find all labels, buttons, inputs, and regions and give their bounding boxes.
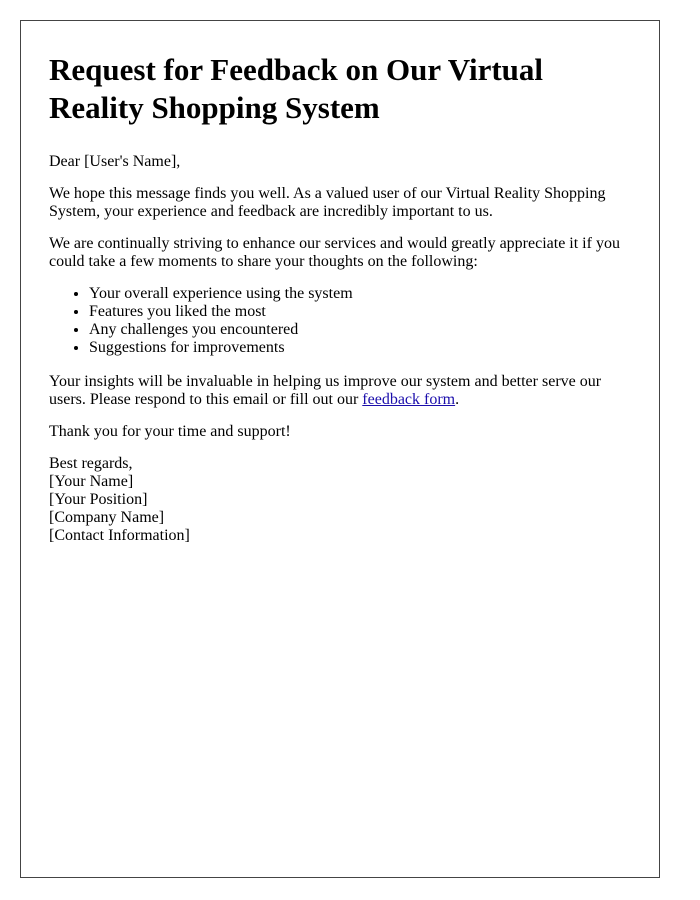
signature-company: [Company Name] <box>49 509 165 526</box>
letter-title: Request for Feedback on Our Virtual Reality Shopping System <box>49 52 544 125</box>
letter-page <box>20 20 660 878</box>
feedback-topics-list <box>49 285 634 357</box>
insights-text: Your insights will be invaluable in helping us improve our system and better serve our users. Please respond to this email or fill out our <box>49 373 602 408</box>
insights-end: . <box>455 391 460 408</box>
signature-block <box>49 455 634 545</box>
list-item: • Your overall experience using the system <box>89 285 634 303</box>
closing: Best regards, <box>49 455 133 472</box>
thanks-paragraph: Thank you for your time and support! <box>49 423 291 440</box>
request-paragraph: We are continually striving to enhance our services and would greatly appreciate it if you could take a few moments to share your thoughts on the following: <box>49 235 620 270</box>
letter-content <box>49 51 634 559</box>
insights-paragraph <box>49 373 634 409</box>
signature-name: [Your Name] <box>49 473 134 490</box>
feedback-form-link[interactable]: feedback form <box>362 391 456 408</box>
list-item: • Features you liked the most <box>89 303 634 321</box>
list-item: • Suggestions for improvements <box>89 339 634 357</box>
greeting: Dear [User's Name], <box>49 153 181 170</box>
intro-paragraph: We hope this message finds you well. As a valued user of our Virtual Reality Shopping System, your experience and feedback are incredibly important to us. <box>49 185 606 220</box>
list-item: • Any challenges you encountered <box>89 321 634 339</box>
signature-contact: [Contact Information] <box>49 527 190 544</box>
signature-position: [Your Position] <box>49 491 148 508</box>
